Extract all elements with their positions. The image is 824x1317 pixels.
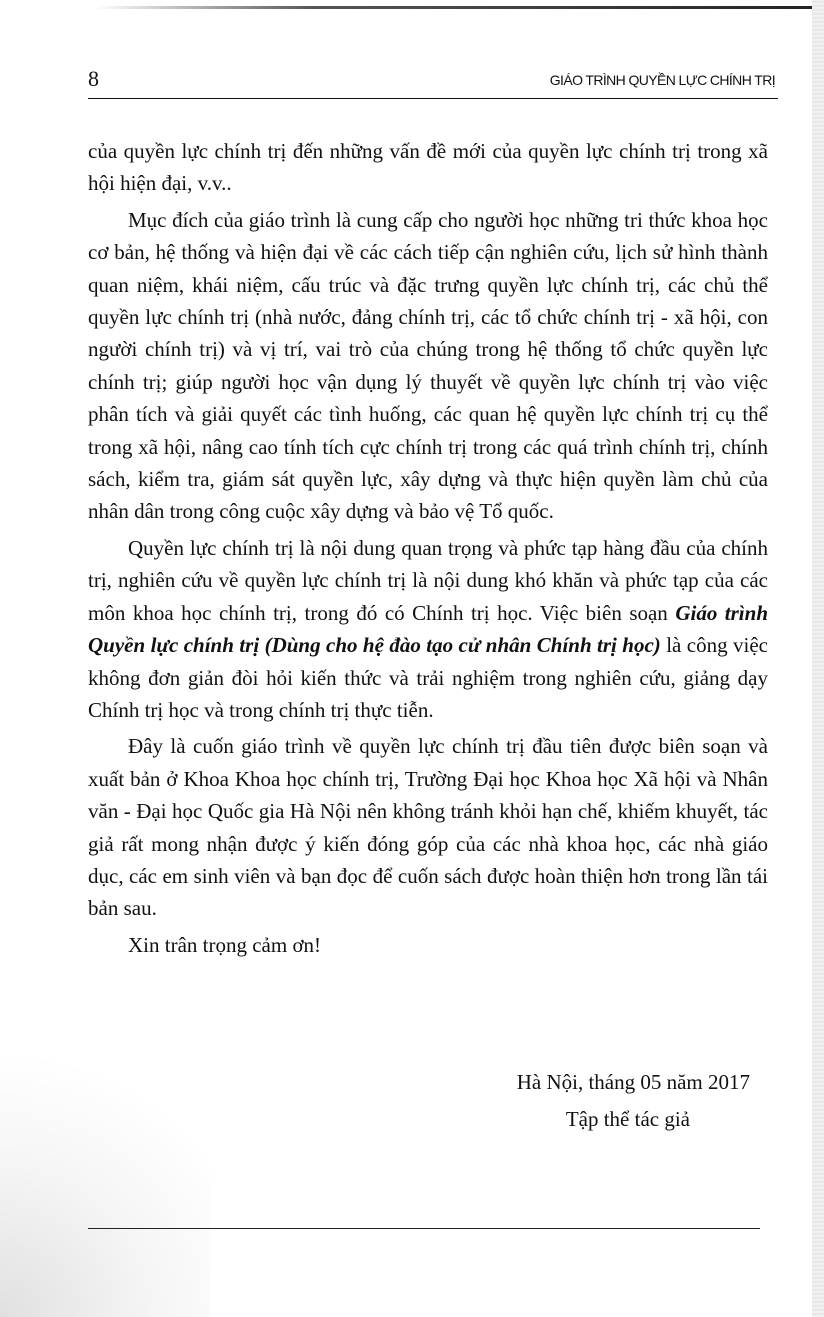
signature-block <box>88 1066 750 1140</box>
scan-noise <box>0 1000 210 1317</box>
paragraph-text: Quyền lực chính trị là nội dung quan trọng và phức tạp hàng đầu của chính trị, nghiên cứu về quyền lực chính trị là nội dung khó khăn và phức tạp của các môn khoa học chính trị, trong đó có Chính trị học. Việc biên soạn <box>88 535 768 625</box>
paragraph-thanks: Xin trân trọng cảm ơn! <box>128 932 322 957</box>
paragraph-continued: của quyền lực chính trị đến những vấn đề mới của quyền lực chính trị trong xã hội hiện đại, v.v.. <box>88 139 768 196</box>
running-title: GIÁO TRÌNH QUYỀN LỰC CHÍNH TRỊ <box>549 72 775 88</box>
place-date: Hà Nội, tháng 05 năm 2017 <box>516 1070 750 1094</box>
paragraph-first-textbook: Đây là cuốn giáo trình về quyền lực chính trị đầu tiên được biên soạn và xuất bản ở Khoa Khoa học chính trị, Trường Đại học Khoa học Xã hội và Nhân văn - Đại học Quốc gia Hà Nội nên không tránh khỏi hạn chế, khiếm khuyết, tác giả rất mong nhận được ý kiến đóng góp của các nhà khoa học, các nhà giáo dục, các em sinh viên và bạn đọc để cuốn sách được hoàn thiện hơn trong lần tái bản sau. <box>88 734 768 921</box>
paragraph-political-power <box>88 532 768 726</box>
authors: Tập thể tác giả <box>565 1107 690 1131</box>
footer-rule <box>88 1228 760 1229</box>
body-text <box>88 135 768 965</box>
paragraph-text: là công việc không đơn giản đòi hỏi kiến thức và trải nghiệm trong nghiên cứu, giảng dạy Chính trị học và trong chính trị thực tiễn. <box>88 633 769 722</box>
scan-top-edge <box>95 6 824 9</box>
scan-right-edge <box>812 0 824 1317</box>
page-number: 8 <box>88 66 99 91</box>
paragraph-purpose: Mục đích của giáo trình là cung cấp cho người học những tri thức khoa học cơ bản, hệ thống và hiện đại về các cách tiếp cận nghiên cứu, lịch sử hình thành quan niệm, khái niệm, cấu trúc và đặc trưng quyền lực chính trị, các chủ thể quyền lực chính trị (nhà nước, đảng chính trị, các tổ chức chính trị - xã hội, con người chính trị) và vị trí, vai trò của chúng trong hệ thống tổ chức quyền lực chính trị; giúp người học vận dụng lý thuyết về quyền lực chính trị vào việc phân tích và giải quyết các tình huống, các quan hệ quyền lực chính trị cụ thể trong xã hội, nâng cao tính tích cực chính trị trong các quá trình chính trị, chính sách, kiểm tra, giám sát quyền lực, xây dựng và thực hiện quyền làm chủ của nhân dân trong công cuộc xây dựng và bảo vệ Tổ quốc. <box>88 207 768 524</box>
header-rule <box>88 98 778 99</box>
book-title-emphasis: Giáo trình Quyền lực chính trị (Dùng cho hệ đào tạo cử nhân Chính trị học) <box>88 600 769 658</box>
